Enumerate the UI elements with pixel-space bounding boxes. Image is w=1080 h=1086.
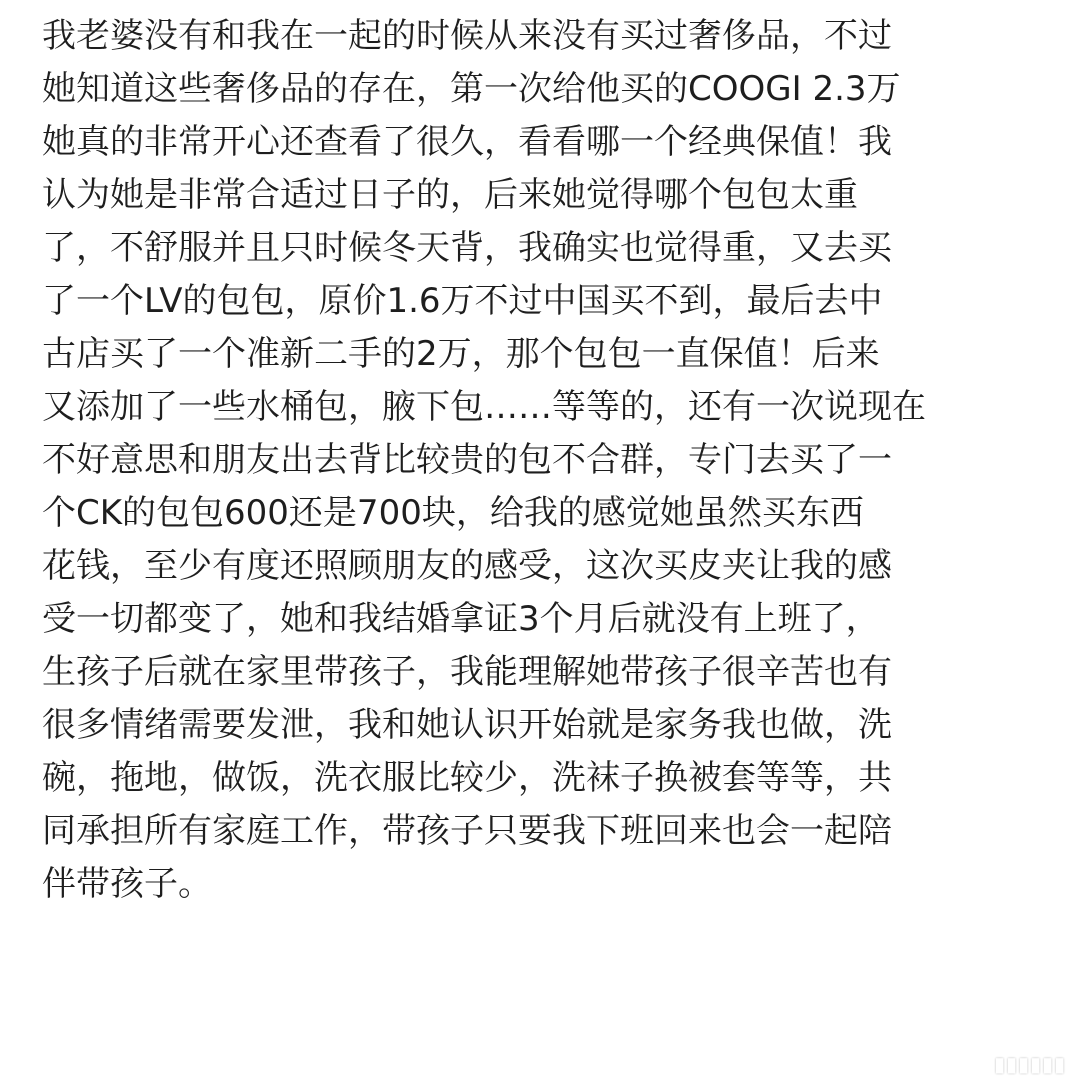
post-line: 又添加了一些水桶包，腋下包……等等的，还有一次说现在 <box>42 387 926 427</box>
post-line: 个CK的包包600还是700块，给我的感觉她虽然买东西 <box>42 493 864 533</box>
post-line: 了，不舒服并且只时候冬天背，我确实也觉得重，又去买 <box>42 228 892 268</box>
post-line: 同承担所有家庭工作，带孩子只要我下班回来也会一起陪 <box>42 811 892 851</box>
post-line: 碗，拖地，做饭，洗衣服比较少，洗袜子换被套等等，共 <box>42 758 892 798</box>
post-line: 了一个LV的包包，原价1.6万不过中国买不到，最后去中 <box>42 281 883 321</box>
post-line: 认为她是非常合适过日子的，后来她觉得哪个包包太重 <box>42 175 858 215</box>
post-line: 她真的非常开心还查看了很久，看看哪一个经典保值！我 <box>42 122 892 162</box>
post-line: 生孩子后就在家里带孩子，我能理解她带孩子很辛苦也有 <box>42 652 892 692</box>
post-line: 她知道这些奢侈品的存在，第一次给他买的COOGI 2.3万 <box>42 69 901 109</box>
post-line: 古店买了一个准新二手的2万，那个包包一直保值！后来 <box>42 334 880 374</box>
post-line: 很多情绪需要发泄，我和她认识开始就是家务我也做，洗 <box>42 705 892 745</box>
post-line: 不好意思和朋友出去背比较贵的包不合群，专门去买了一 <box>42 440 892 480</box>
post-line: 伴带孩子。 <box>42 864 212 904</box>
post-text <box>42 10 1042 911</box>
watermark-mark: ▮▮▮▮▮▮ <box>993 1052 1066 1076</box>
post-line: 我老婆没有和我在一起的时候从来没有买过奢侈品，不过 <box>42 16 892 56</box>
post-line: 花钱，至少有度还照顾朋友的感受，这次买皮夹让我的感 <box>42 546 892 586</box>
post-line: 受一切都变了，她和我结婚拿证3个月后就没有上班了， <box>42 599 880 639</box>
